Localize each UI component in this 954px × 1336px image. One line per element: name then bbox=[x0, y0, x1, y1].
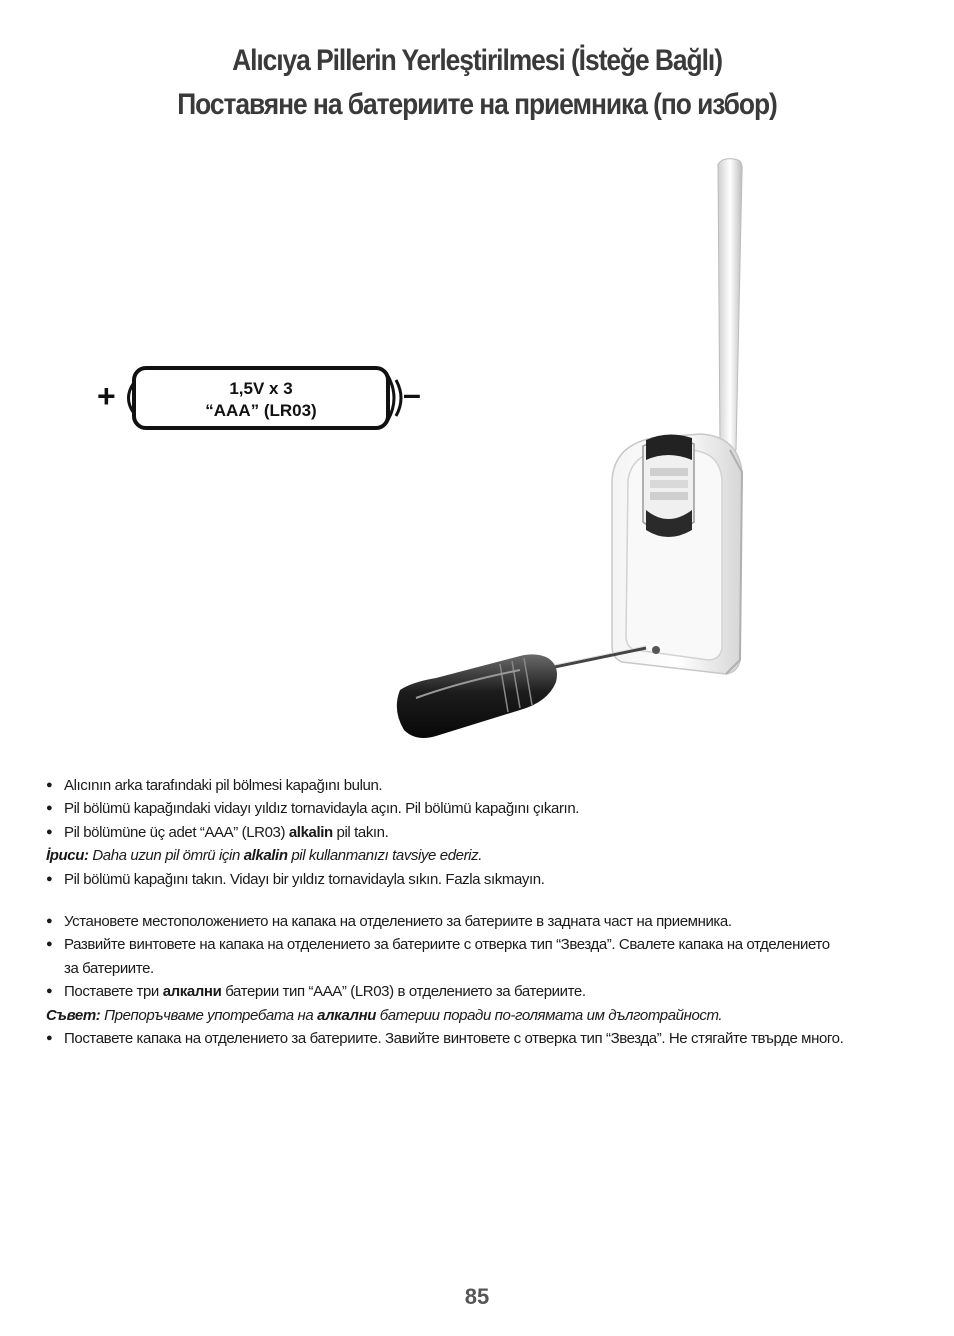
receiver-illustration bbox=[0, 150, 954, 750]
battery-voltage: 1,5V x 3 bbox=[229, 379, 293, 398]
instructions bbox=[46, 774, 906, 1050]
list-item: ● Установете местоположението на капака на отделението за батериите в задната част на приемника. bbox=[46, 910, 906, 933]
battery-plus-sign: + bbox=[97, 378, 116, 414]
receiver-device-icon bbox=[0, 150, 954, 750]
battery-minus-sign: – bbox=[403, 376, 421, 412]
tip-note: Съвет: Препоръчваме употребата на алкални батерии поради по-голямата им дълготрайност. bbox=[46, 1006, 723, 1024]
list-item: ● Alıcının arka tarafındaki pil bölmesi kapağını bulun. bbox=[46, 774, 906, 797]
battery-type: “AAA” (LR03) bbox=[205, 401, 317, 420]
page-title-bulgarian: Поставяне на батериите на приемника (по избор) bbox=[177, 88, 777, 121]
page-title: Alıcıya Pillerin Yerleştirilmesi (İsteğe Bağlı) bbox=[232, 44, 722, 77]
list-item: ● Pil bölümüne üç adet “AAA” (LR03) alkalin pil takın. bbox=[46, 821, 906, 844]
page-number: 85 bbox=[464, 1284, 490, 1309]
list-item: ● Поставете три алкални батерии тип “AAA” (LR03) в отделението за батериите. bbox=[46, 980, 906, 1003]
list-item: ● Pil bölümü kapağındaki vidayı yıldız tornavidayla açın. Pil bölümü kapağını çıkarın. bbox=[46, 797, 906, 820]
list-item: ● Поставете капака на отделението за батериите. Завийте винтовете с отверка тип “Звезда”. Не стягайте твърде много. bbox=[46, 1027, 906, 1050]
list-item: ● Pil bölümü kapağını takın. Vidayı bir yıldız tornavidayla sıkın. Fazla sıkmayın. bbox=[46, 868, 906, 891]
list-item: ● Развийте винтовете на капака на отделението за батериите с отверка тип “Звезда”. Свалете капака на отделението bbox=[46, 933, 906, 956]
tip-note: İpucu: Daha uzun pil ömrü için alkalin pil kullanmanızı tavsiye ederiz. bbox=[46, 847, 482, 865]
list-item-continuation: за батериите. bbox=[64, 959, 154, 977]
